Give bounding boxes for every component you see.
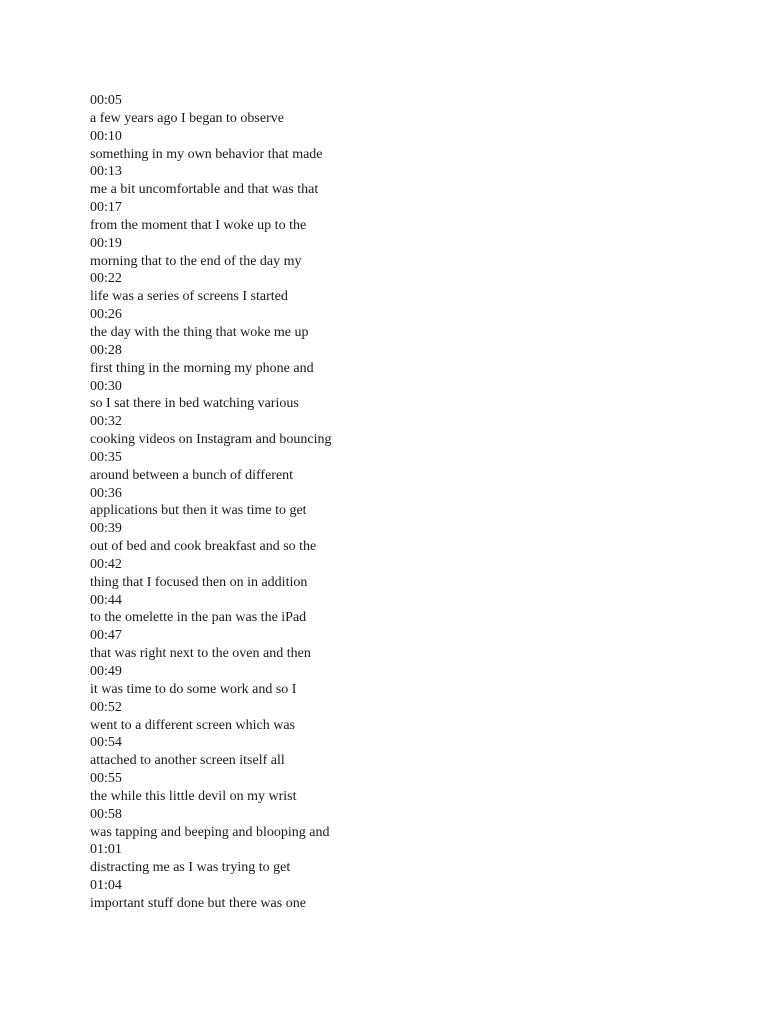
transcript-entry	[90, 306, 690, 342]
timestamp: 00:10	[90, 128, 122, 144]
transcript-entry	[90, 520, 690, 556]
timestamp: 00:17	[90, 200, 122, 216]
transcript-entry	[90, 270, 690, 306]
caption-text: it was time to do some work and so I	[90, 681, 297, 697]
timestamp: 00:58	[90, 806, 122, 822]
transcript-entry	[90, 235, 690, 271]
timestamp: 00:22	[90, 271, 122, 287]
timestamp: 00:44	[90, 592, 122, 608]
timestamp: 00:42	[90, 556, 122, 572]
timestamp: 00:54	[90, 735, 122, 751]
caption-text: around between a bunch of different	[90, 467, 294, 483]
transcript-entry	[90, 841, 690, 877]
caption-text: that was right next to the oven and then	[90, 646, 311, 662]
transcript-entry	[90, 449, 690, 485]
caption-text: went to a different screen which was	[90, 717, 295, 733]
transcript-entry	[90, 877, 690, 913]
transcript-entry	[90, 163, 690, 199]
timestamp: 00:19	[90, 235, 122, 251]
caption-text: the day with the thing that woke me up	[90, 324, 309, 340]
transcript-entry	[90, 128, 690, 164]
caption-text: applications but then it was time to get	[90, 503, 307, 519]
timestamp: 00:13	[90, 164, 122, 180]
transcript-entry	[90, 92, 690, 128]
timestamp: 00:30	[90, 378, 122, 394]
transcript-entry	[90, 770, 690, 806]
caption-text: so I sat there in bed watching various	[90, 396, 299, 412]
timestamp: 00:28	[90, 342, 122, 358]
timestamp: 00:05	[90, 93, 122, 108]
timestamp: 00:55	[90, 771, 122, 787]
transcript-entry	[90, 734, 690, 770]
caption-text: from the moment that I woke up to the	[90, 217, 307, 233]
transcript-entry	[90, 378, 690, 414]
transcript-entry	[90, 413, 690, 449]
caption-text: life was a series of screens I started	[90, 289, 288, 305]
timestamp: 00:36	[90, 485, 122, 501]
caption-text: to the omelette in the pan was the iPad	[90, 610, 307, 626]
transcript-entry	[90, 699, 690, 735]
transcript-entry	[90, 485, 690, 521]
timestamp: 01:01	[90, 842, 122, 858]
caption-text: thing that I focused then on in addition	[90, 574, 308, 590]
transcript-entry	[90, 663, 690, 699]
caption-text: the while this little devil on my wrist	[90, 788, 297, 804]
caption-text: morning that to the end of the day my	[90, 253, 302, 269]
timestamp: 00:35	[90, 449, 122, 465]
timestamp: 01:04	[90, 878, 122, 894]
transcript-entry	[90, 592, 690, 628]
caption-text: attached to another screen itself all	[90, 753, 285, 769]
transcript-entry	[90, 199, 690, 235]
caption-text: was tapping and beeping and blooping and	[90, 824, 330, 840]
transcript-entry	[90, 342, 690, 378]
caption-text: first thing in the morning my phone and	[90, 360, 314, 376]
caption-text: a few years ago I began to observe	[90, 110, 284, 126]
caption-text: out of bed and cook breakfast and so the	[90, 539, 317, 555]
timestamp: 00:39	[90, 521, 122, 537]
timestamp: 00:49	[90, 664, 122, 679]
transcript-entry	[90, 806, 690, 842]
caption-text: distracting me as I was trying to get	[90, 860, 291, 876]
timestamp: 00:26	[90, 307, 122, 323]
caption-text: something in my own behavior that made	[90, 146, 323, 162]
transcript	[90, 92, 690, 913]
timestamp: 00:32	[90, 414, 122, 430]
caption-text: important stuff done but there was one	[90, 895, 306, 911]
transcript-entry	[90, 627, 690, 663]
transcript-entry	[90, 556, 690, 592]
caption-text: cooking videos on Instagram and bouncing	[90, 432, 332, 448]
caption-text: me a bit uncomfortable and that was that	[90, 182, 319, 198]
timestamp: 00:47	[90, 628, 122, 644]
timestamp: 00:52	[90, 699, 122, 715]
